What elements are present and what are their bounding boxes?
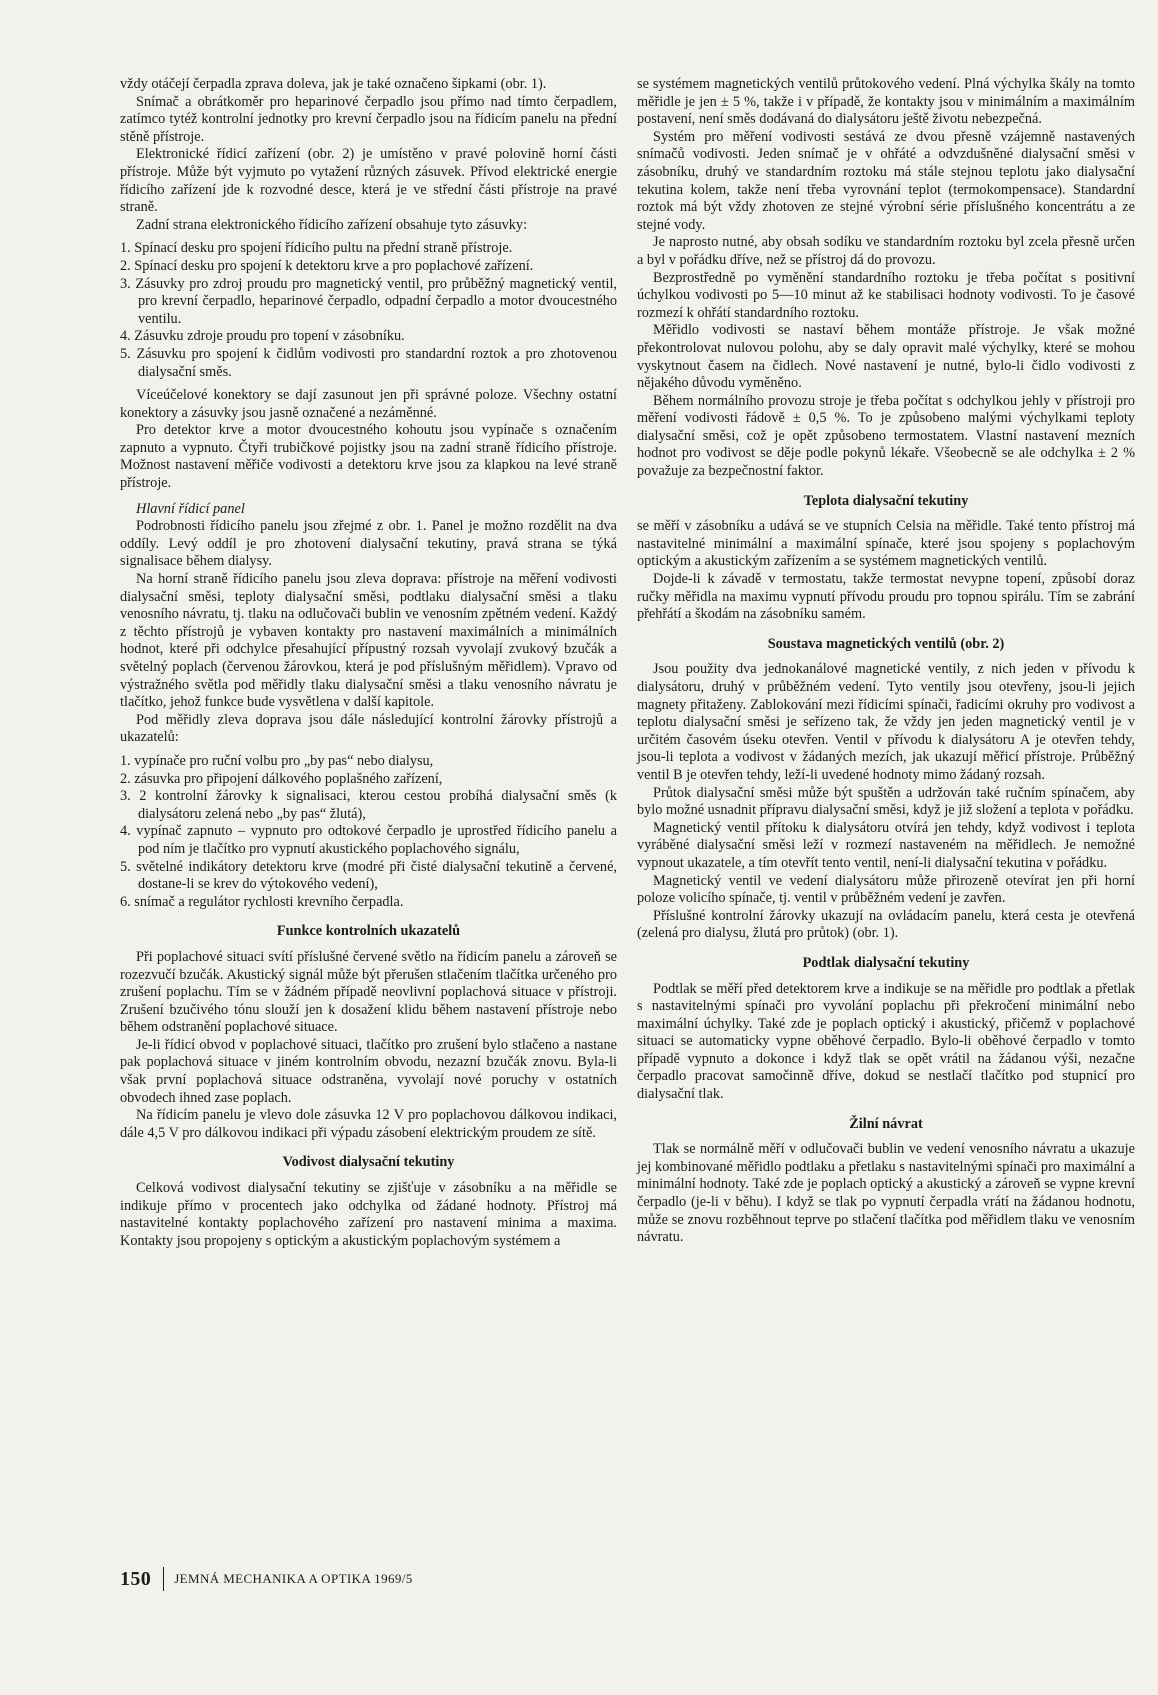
paragraph: Průtok dialysační směsi může být spuštěn a udržován také ručním spínačem, aby bylo možné usnadnit přípravu dialysační směsi, když je již složení a teplota v pořádku. <box>637 784 1135 819</box>
paragraph: Během normálního provozu stroje je třeba počítat s odchylkou jehly v přístroji pro měření vodivosti řádově ± 0,5 %. To je způsobeno malými výchylkami teploty dialysační směsi, což je opět způsobeno termostatem. Vlastní nastavení mezních hodnot pro vodivost se děje podle pokynů lékaře. Všeobecně se ale odchylka ± 2 % považuje za bezpečnostní faktor. <box>637 392 1135 480</box>
paragraph: Příslušné kontrolní žárovky ukazují na ovládacím panelu, která cesta je otevřená (zelená pro dialysu, žlutá pro průtok) (obr. 1). <box>637 907 1135 942</box>
list-item: 4. Zásuvku zdroje proudu pro topení v zásobníku. <box>120 328 405 345</box>
socket-list <box>120 240 617 381</box>
section-heading: Teplota dialysační tekutiny <box>803 492 969 509</box>
subsection-heading: Hlavní řídicí panel <box>136 500 245 517</box>
paragraph: Jsou použity dva jednokanálové magnetické ventily, z nich jeden v přívodu k dialysátoru, druhý v průběžném vedení. Tyto ventily jsou otevřeny, jsou-li jejich magnety přitaženy. Zablokování mezi řídicími spínači, řadicími okruhy pro vodivost a teplotu dialysační směsi je seřízeno tak, že vždy jen jeden magnetický ventil je v určitém časovém úseku otevřen. Ventil v přívodu k dialysátoru A je otevřen tehdy, jsou-li teplota a vodivost v žádaných mezích, jak ukazují měřicí přístroje. Průběžný ventil B je otevřen tehdy, leží-li uvedené hodnoty mimo žádaný rozsah. <box>637 661 1135 783</box>
paragraph: vždy otáčejí čerpadla zprava doleva, jak je také označeno šipkami (obr. 1). <box>120 76 547 92</box>
journal-title: JEMNÁ MECHANIKA A OPTIKA 1969/5 <box>174 1571 413 1586</box>
paragraph: Při poplachové situaci svítí příslušné červené světlo na řídicím panelu a zároveň se rozezvučí bzučák. Akustický signál může být přerušen stlačením tlačítka určeného pro zrušení poplachu. Tím se v žádném případě neovlivní poplachová situace v přístroji. Zrušení bzučivého tónu slouží jen k dosažení klidu během nastavení přístroje nebo během odstranění poplachové situace. <box>120 948 617 1036</box>
page-footer <box>120 1567 413 1591</box>
list-item: 2. zásuvka pro připojení dálkového poplašného zařízení, <box>120 770 443 787</box>
section-heading: Vodivost dialysační tekutiny <box>282 1154 455 1171</box>
list-item: 6. snímač a regulátor rychlosti krevního čerpadla. <box>120 893 404 910</box>
list-item: 2. Spínací desku pro spojení k detektoru krve a pro poplachové zařízení. <box>120 257 534 274</box>
paragraph: Bezprostředně po vyměnění standardního roztoku je třeba počítat s positivní úchylkou vodivosti po 5—10 minut až ke stabilisaci hodnoty vodivosti. To je časové rozmezí k ohřátí standardního roztoku. <box>637 269 1135 321</box>
left-column <box>120 76 617 1250</box>
paragraph: Magnetický ventil přítoku k dialysátoru otvírá jen tehdy, když vodivost i teplota vyráběné dialysační směsi leží v rozmezí nastaveném na měřidlech. Je nemožné vypnout ukazatele, a tím otevřít tento ventil, není-li dialysační tekutina v pořádku. <box>637 819 1135 871</box>
paragraph: Podtlak se měří před detektorem krve a indikuje se na měřidle pro podtlak a přetlak s nastavitelnými spínači pro vyvolání poplachu při překročení minimální nebo maximální úchylky. Také zde je poplach optický i akustický, přičemž v poplachové situaci se automaticky vypne oběhové čerpadlo. Bylo-li oběhové čerpadlo v tomto případě vypnuto a dokonce i když tlak se opět vrátil na žádanou výši, nezačne čerpadlo pracovat samočinně dříve, dokud se nestlačí tlačítko pod stupnicí pro dialysační tlak. <box>637 980 1135 1103</box>
paragraph: se systémem magnetických ventilů průtokového vedení. Plná výchylka škály na tomto měřidle je jen ± 5 %, takže i v případě, že kontakty jsou v minimálním a maximálním postavení, není směs dodávaná do dialysátoru ještě životu nebezpečná. <box>637 76 1135 128</box>
right-column <box>637 76 1135 1247</box>
paragraph: Je naprosto nutné, aby obsah sodíku ve standardním roztoku byl zcela přesně určen a byl v pořádku dříve, než se přístroj dá do provozu. <box>637 234 1135 268</box>
paragraph: Měřidlo vodivosti se nastaví během montáže přístroje. Je však možné překontrolovat nulovou polohu, aby se daly opravit malé výchylky, které se mohou vyskytnout časem na čidlech. Nové nastavení je nutné, bylo-li čidlo vodivosti z nějakého důvodu vyměněno. <box>637 322 1135 392</box>
page-number: 150 <box>120 1567 152 1590</box>
section-heading: Soustava magnetických ventilů (obr. 2) <box>767 635 1005 652</box>
paragraph: Tlak se normálně měří v odlučovači bublin ve vedení venosního návratu a ukazuje jej kombinované měřidlo podtlaku a přetlaku s nastavitelnými spínači pro maximální a minimální hodnoty. Také zde je poplach optický a akustický a zároveň se vypne krevní čerpadlo (je-li v běhu). I když se tlak po vypnutí čerpadla vrátí na žádanou hodnotu, může se znovu rozběhnout teprve po stlačení tlačítka pod měřidlem tlaku ve venosním návratu. <box>637 1141 1135 1246</box>
paragraph: Elektronické řídicí zařízení (obr. 2) je umístěno v pravé polovině horní části přístroje. Může být vyjmuto po vytažení různých zásuvek. Přívod elektrické energie řídicího zařízení jde k rozvodné desce, která je ve střední části přístroje na pravé straně. <box>120 146 617 216</box>
list-item: 3. 2 kontrolní žárovky k signalisaci, kterou cestou probíhá dialysační směs (k dialysátoru zelená nebo „by pas“ žlutá), <box>120 788 617 822</box>
list-item: 1. vypínače pro ruční volbu pro „by pas“ nebo dialysu, <box>120 752 434 769</box>
paragraph: Na řídicím panelu je vlevo dole zásuvka 12 V pro poplachovou dálkovou indikaci, dále 4,5 V pro dálkovou indikaci při výpadu zásobení elektrickým proudem ze sítě. <box>120 1107 617 1141</box>
paragraph: se měří v zásobníku a udává se ve stupních Celsia na měřidle. Také tento přístroj má nastavitelné minimální a maximální spínače, které jsou spojeny s poplachovým optickým a akustickým zařízením a se systémem magnetických ventilů. <box>637 518 1135 570</box>
paragraph: Podrobnosti řídicího panelu jsou zřejmé z obr. 1. Panel je možno rozdělit na dva oddíly. Levý oddíl je pro zhotovení dialysační tekutiny, pravá strana se týká signalisace během dialysy. <box>120 518 617 570</box>
paragraph: Dojde-li k závadě v termostatu, takže termostat nevypne topení, způsobí doraz ručky měřidla na maximu vypnutí přívodu proudu pro topnou spirálu. Tím se zabrání přehřátí a škodám na zásobníku samém. <box>637 571 1135 623</box>
section-heading: Žilní návrat <box>849 1115 923 1132</box>
paragraph: Pod měřidly zleva doprava jsou dále následující kontrolní žárovky přístrojů a ukazatelů: <box>120 711 617 746</box>
paragraph: Systém pro měření vodivosti sestává ze dvou přesně vzájemně nastavených snímačů vodivosti. Jeden snímač je v ohřáté a odvzdušněné dialysační směsi v zásobníku, druhý ve standardním roztoku má stále stejnou teplotu jako dialysační tekutina kolem, takže není třeba vyrovnání teplot (termokompensace). Standardní roztok má být vždy zhotoven ze stejné výrobní série příslušného koncentrátu a ze stejné vody. <box>637 128 1135 233</box>
list-item: 4. vypínač zapnuto – vypnuto pro odtokové čerpadlo je uprostřed řídicího panelu a pod ním je tlačítko pro vypnutí akustického poplachového signálu, <box>120 823 617 857</box>
indicator-list <box>120 753 617 911</box>
list-item: 3. Zásuvky pro zdroj proudu pro magnetický ventil, pro průběžný magnetický ventil, pro krevní čerpadlo, heparinové čerpadlo, odpadní čerpadlo a motor dvoucestného ventilu. <box>120 275 617 327</box>
paragraph: Snímač a obrátkoměr pro heparinové čerpadlo jsou přímo nad tímto čerpadlem, zatímco tytéž kontrolní jednotky pro krevní čerpadlo jsou na řídicím panelu na přední stěně přístroje. <box>120 93 617 145</box>
paragraph: Magnetický ventil ve vedení dialysátoru může přirozeně otevírat jen při horní poloze volicího spínače, tj. ventil v průběžném vedení je zavřen. <box>637 872 1135 907</box>
paragraph: Zadní strana elektronického řídicího zařízení obsahuje tyto zásuvky: <box>136 216 528 233</box>
footer-divider <box>163 1567 164 1591</box>
section-heading: Funkce kontrolních ukazatelů <box>276 923 461 940</box>
paragraph: Víceúčelové konektory se dají zasunout jen při správné poloze. Všechny ostatní konektory a zásuvky jsou jasně označené a nezáměnné. <box>120 387 617 421</box>
paragraph: Celková vodivost dialysační tekutiny se zjišťuje v zásobníku a na měřidle se indikuje přímo v procentech jako odchylka od žádané hodnoty. Přístroj má nastavitelné kontakty poplachového zařízení pro nastavení minima a maxima. Kontakty jsou propojeny s optickým a akustickým poplachovým systémem a <box>120 1180 617 1249</box>
list-item: 5. Zásuvku pro spojení k čidlům vodivosti pro standardní roztok a pro zhotovenou dialysační směs. <box>120 345 617 380</box>
list-item: 1. Spínací desku pro spojení řídicího pultu na přední straně přístroje. <box>120 240 513 257</box>
paragraph: Pro detektor krve a motor dvoucestného kohoutu jsou vypínače s označením zapnuto a vypnuto. Čtyři trubičkové pojistky jsou na zadní straně řídicího přístroje. Možnost nastavení měřiče vodivosti a detektoru krve jsou za klapkou na levé straně přístroje. <box>120 422 617 492</box>
section-heading: Podtlak dialysační tekutiny <box>802 954 970 971</box>
paragraph: Je-li řídicí obvod v poplachové situaci, tlačítko pro zrušení bylo stlačeno a nastane pak poplachová situace v jiném kontrolním obvodu, nezazní bzučák znovu. Byla-li však první poplachová situace odstraněna, vyvolají nové poruchy v ostatních obvodech ihned zase poplach. <box>120 1036 617 1106</box>
paragraph: Na horní straně řídicího panelu jsou zleva doprava: přístroje na měření vodivosti dialysační směsi, teploty dialysační směsi, podtlaku dialysační směsi a tlaku venosního návratu, tj. tlaku na odlučovači bublin ve venosním zpětném vedení. Každý z těchto přístrojů je vybaven kontakty pro nastavení maximálních a minimálních hodnot, které při odchylce přesahující přípustný rozsah vyvolají zvukový bzučák a světelný poplach (červenou žárovkou, která je pod příslušným měřidlem). Vpravo od výstražného světla pod měřidly tlaku dialysační směsi a tlaku venosního návratu je tlačítko, jehož funkce bude vysvětlena v další kapitole. <box>120 571 617 711</box>
list-item: 5. světelné indikátory detektoru krve (modré při čisté dialysační tekutině a červené, dostane-li se krev do výtokového vedení), <box>120 858 617 893</box>
